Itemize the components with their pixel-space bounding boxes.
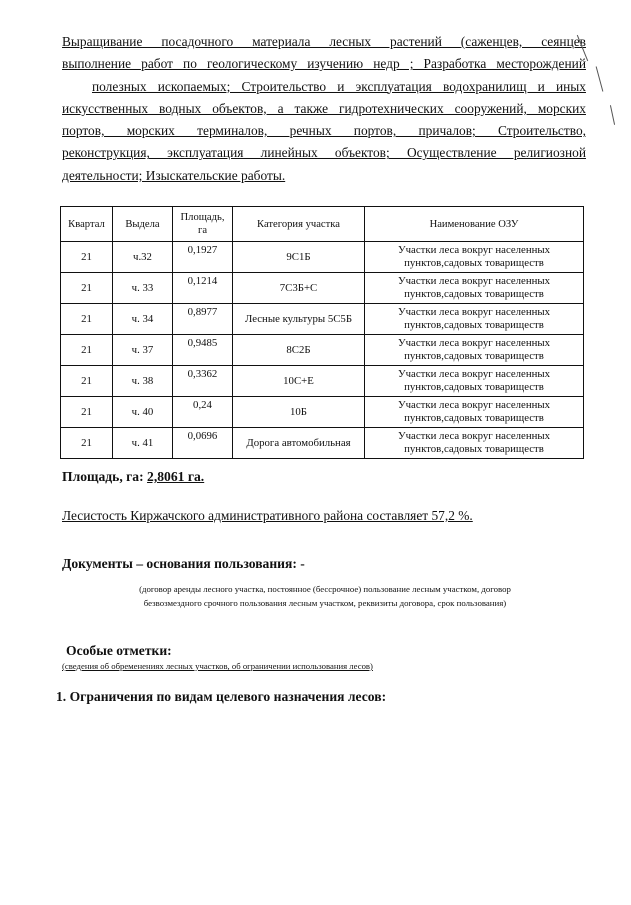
cell-category: Дорога автомобильная <box>233 428 365 459</box>
intro-line-5: портов, морских терминалов, речных портов, причалов; Строительство, <box>62 123 586 139</box>
documents-note-line-1: (договор аренды лесного участка, постоянное (бессрочное) пользование лесным участком, договор <box>139 584 511 594</box>
cell-kvartal: 21 <box>61 366 113 397</box>
cell-area: 0,1214 <box>173 273 233 304</box>
cell-area: 0,0696 <box>173 428 233 459</box>
cell-ozu: Участки леса вокруг населенных пунктов,садовых товариществ <box>365 273 584 304</box>
cell-kvartal: 21 <box>61 273 113 304</box>
restrictions-title: 1. Ограничения по видам целевого назначения лесов: <box>56 689 387 704</box>
cell-category: 10С+Е <box>233 366 365 397</box>
cell-ozu: Участки леса вокруг населенных пунктов,садовых товариществ <box>365 397 584 428</box>
header-videla: Выдела <box>113 207 173 242</box>
scan-artifact-line <box>610 105 615 125</box>
cell-ozu: Участки леса вокруг населенных пунктов,садовых товариществ <box>365 242 584 273</box>
scan-artifact-line <box>596 66 604 91</box>
intro-paragraph <box>62 31 586 187</box>
intro-line-7: деятельности; Изыскательские работы. <box>62 167 286 183</box>
cell-area: 0,24 <box>173 397 233 428</box>
forest-cover-line: Лесистость Киржачского административного района составляет 57,2 %. <box>62 508 473 523</box>
documents-note <box>100 583 550 610</box>
cell-kvartal: 21 <box>61 397 113 428</box>
total-area-line <box>62 469 204 485</box>
cell-kvartal: 21 <box>61 428 113 459</box>
intro-line-3: полезных ископаемых; Строительство и эксплуатация водохранилищ и иных <box>92 78 586 94</box>
table-row <box>61 366 584 397</box>
total-area-value: 2,8061 га. <box>147 469 205 484</box>
cell-category: 9С1Б <box>233 242 365 273</box>
cell-videla: ч. 41 <box>113 428 173 459</box>
cell-ozu: Участки леса вокруг населенных пунктов,садовых товариществ <box>365 304 584 335</box>
cell-ozu: Участки леса вокруг населенных пунктов,садовых товариществ <box>365 428 584 459</box>
cell-ozu: Участки леса вокруг населенных пунктов,садовых товариществ <box>365 335 584 366</box>
cell-videla: ч. 38 <box>113 366 173 397</box>
cell-kvartal: 21 <box>61 242 113 273</box>
header-area: Площадь, га <box>173 207 233 242</box>
table-row <box>61 397 584 428</box>
intro-line-4: искусственных водных объектов, а также гидротехнических сооружений, морских <box>62 100 586 116</box>
documents-title: Документы – основания пользования: - <box>62 556 305 571</box>
cell-videla: ч. 33 <box>113 273 173 304</box>
header-ozu: Наименование ОЗУ <box>365 207 584 242</box>
table-header-row <box>61 207 584 242</box>
table-row <box>61 242 584 273</box>
intro-line-6: реконструкция, эксплуатация линейных объектов; Осуществление религиозной <box>62 145 586 161</box>
cell-ozu: Участки леса вокруг населенных пунктов,садовых товариществ <box>365 366 584 397</box>
cell-area: 0,3362 <box>173 366 233 397</box>
cell-kvartal: 21 <box>61 304 113 335</box>
cell-videla: ч. 34 <box>113 304 173 335</box>
table-row <box>61 273 584 304</box>
cell-videla: ч. 37 <box>113 335 173 366</box>
cell-area: 0,9485 <box>173 335 233 366</box>
table-row <box>61 304 584 335</box>
plots-table <box>60 206 584 459</box>
cell-kvartal: 21 <box>61 335 113 366</box>
special-marks-title: Особые отметки: <box>66 643 172 658</box>
table-row <box>61 335 584 366</box>
intro-line-2: выполнение работ по геологическому изучению недр ; Разработка месторождений <box>62 56 586 72</box>
cell-category: 10Б <box>233 397 365 428</box>
total-area-label: Площадь, га: <box>62 469 144 484</box>
header-kvartal: Квартал <box>61 207 113 242</box>
header-category: Категория участка <box>233 207 365 242</box>
cell-category: Лесные культуры 5С5Б <box>233 304 365 335</box>
special-marks-note: (сведения об обременениях лесных участков, об ограничении использования лесов) <box>62 661 373 671</box>
documents-note-line-2: безвозмездного срочного пользования лесным участком, реквизиты договора, срок пользования) <box>143 597 507 608</box>
table-row <box>61 428 584 459</box>
intro-line-1: Выращивание посадочного материала лесных растений (саженцев, сеянцев <box>62 34 586 49</box>
cell-videla: ч.32 <box>113 242 173 273</box>
cell-area: 0,8977 <box>173 304 233 335</box>
cell-videla: ч. 40 <box>113 397 173 428</box>
cell-area: 0,1927 <box>173 242 233 273</box>
cell-category: 8С2Б <box>233 335 365 366</box>
cell-category: 7С3Б+С <box>233 273 365 304</box>
